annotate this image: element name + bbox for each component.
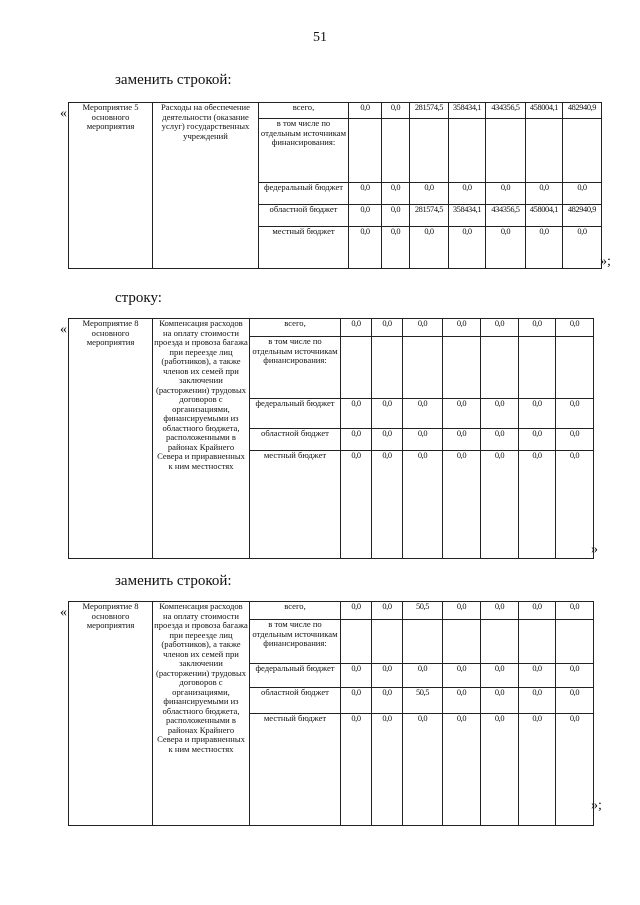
value-cell	[403, 337, 443, 399]
value-cell	[372, 620, 403, 664]
value-cell: 0,0	[556, 429, 594, 451]
value-cell: 434356,5	[486, 205, 526, 227]
value-cell	[341, 620, 372, 664]
value-cell	[341, 337, 372, 399]
value-cell: 0,0	[519, 602, 556, 620]
source-label: местный бюджет	[250, 714, 341, 826]
closing-quote: »;	[591, 798, 602, 813]
source-label: местный бюджет	[250, 451, 341, 559]
value-cell: 0,0	[443, 602, 481, 620]
description-cell: Компенсация расходов на оплату стоимости проезда и провоза багажа при переезде лиц (работников), а также членов их семей при заключении (расторжении) трудовых договоров с организациями, финансируемыми из областного бюджета, расположенными в районах Крайнего Севера и приравненных к ним местностях	[153, 602, 250, 826]
value-cell: 0,0	[519, 429, 556, 451]
value-cell: 0,0	[443, 664, 481, 688]
value-cell	[481, 620, 519, 664]
value-cell	[372, 337, 403, 399]
value-cell: 0,0	[349, 183, 382, 205]
value-cell: 458004,1	[526, 103, 563, 119]
value-cell	[486, 119, 526, 183]
source-label: местный бюджет	[259, 227, 349, 269]
amendment-table	[68, 102, 602, 269]
value-cell: 358434,1	[449, 103, 486, 119]
value-cell	[481, 337, 519, 399]
value-cell: 0,0	[372, 319, 403, 337]
value-cell: 0,0	[382, 205, 410, 227]
value-cell: 0,0	[556, 602, 594, 620]
value-cell: 0,0	[372, 688, 403, 714]
value-cell: 0,0	[556, 399, 594, 429]
value-cell: 0,0	[403, 399, 443, 429]
value-cell: 0,0	[563, 183, 602, 205]
value-cell: 0,0	[372, 664, 403, 688]
value-cell: 0,0	[443, 451, 481, 559]
value-cell: 281574,5	[410, 205, 449, 227]
value-cell: 0,0	[372, 714, 403, 826]
source-label: областной бюджет	[250, 688, 341, 714]
value-cell: 0,0	[443, 399, 481, 429]
value-cell: 482940,9	[563, 103, 602, 119]
value-cell: 0,0	[372, 399, 403, 429]
value-cell: 0,0	[403, 714, 443, 826]
value-cell	[556, 620, 594, 664]
value-cell	[519, 620, 556, 664]
value-cell: 0,0	[403, 429, 443, 451]
value-cell	[563, 119, 602, 183]
measure-cell: Мероприятие 8 основного мероприятия	[69, 602, 153, 826]
value-cell: 0,0	[341, 319, 372, 337]
value-cell: 0,0	[443, 714, 481, 826]
value-cell: 50,5	[403, 602, 443, 620]
value-cell: 0,0	[349, 205, 382, 227]
value-cell	[403, 620, 443, 664]
value-cell: 0,0	[449, 227, 486, 269]
value-cell: 0,0	[519, 399, 556, 429]
value-cell: 0,0	[349, 103, 382, 119]
value-cell: 0,0	[519, 714, 556, 826]
value-cell: 0,0	[382, 227, 410, 269]
value-cell: 0,0	[486, 183, 526, 205]
source-label: в том числе по отдельным источникам финансирования:	[250, 337, 341, 399]
value-cell: 0,0	[519, 664, 556, 688]
value-cell: 0,0	[403, 664, 443, 688]
value-cell	[443, 620, 481, 664]
value-cell	[526, 119, 563, 183]
value-cell: 0,0	[341, 688, 372, 714]
source-label: федеральный бюджет	[259, 183, 349, 205]
value-cell: 0,0	[341, 714, 372, 826]
value-cell: 50,5	[403, 688, 443, 714]
source-label: в том числе по отдельным источникам финансирования:	[259, 119, 349, 183]
value-cell: 0,0	[403, 319, 443, 337]
description-cell: Расходы на обеспечение деятельности (оказание услуг) государственных учреждений	[153, 103, 259, 269]
value-cell: 434356,5	[486, 103, 526, 119]
block-heading: строку:	[115, 290, 162, 306]
value-cell: 0,0	[519, 451, 556, 559]
value-cell: 0,0	[563, 227, 602, 269]
value-cell: 458004,1	[526, 205, 563, 227]
value-cell	[410, 119, 449, 183]
source-label: всего,	[259, 103, 349, 119]
value-cell	[443, 337, 481, 399]
value-cell: 0,0	[372, 451, 403, 559]
value-cell: 0,0	[481, 664, 519, 688]
value-cell	[349, 119, 382, 183]
amendment-table	[68, 318, 594, 559]
value-cell: 0,0	[481, 429, 519, 451]
value-cell: 358434,1	[449, 205, 486, 227]
value-cell: 0,0	[481, 714, 519, 826]
value-cell: 0,0	[481, 319, 519, 337]
value-cell: 0,0	[486, 227, 526, 269]
value-cell: 0,0	[341, 664, 372, 688]
page-number: 51	[313, 30, 327, 45]
value-cell: 482940,9	[563, 205, 602, 227]
value-cell	[382, 119, 410, 183]
opening-quote: «	[60, 322, 67, 337]
block-heading: заменить строкой:	[115, 573, 232, 589]
value-cell: 0,0	[372, 602, 403, 620]
value-cell: 0,0	[519, 688, 556, 714]
value-cell: 0,0	[349, 227, 382, 269]
opening-quote: «	[60, 605, 67, 620]
measure-cell: Мероприятие 8 основного мероприятия	[69, 319, 153, 559]
value-cell: 0,0	[410, 183, 449, 205]
value-cell: 0,0	[403, 451, 443, 559]
source-label: федеральный бюджет	[250, 399, 341, 429]
value-cell: 0,0	[341, 399, 372, 429]
value-cell: 0,0	[526, 227, 563, 269]
amendment-table	[68, 601, 594, 826]
source-label: областной бюджет	[250, 429, 341, 451]
closing-quote: »;	[600, 254, 611, 269]
source-label: в том числе по отдельным источникам финансирования:	[250, 620, 341, 664]
value-cell: 0,0	[556, 714, 594, 826]
measure-cell: Мероприятие 5 основного мероприятия	[69, 103, 153, 269]
block-heading: заменить строкой:	[115, 72, 232, 88]
value-cell: 0,0	[382, 103, 410, 119]
value-cell: 0,0	[519, 319, 556, 337]
value-cell: 0,0	[382, 183, 410, 205]
opening-quote: «	[60, 106, 67, 121]
value-cell: 0,0	[556, 688, 594, 714]
source-label: федеральный бюджет	[250, 664, 341, 688]
value-cell: 0,0	[556, 319, 594, 337]
value-cell	[556, 337, 594, 399]
value-cell: 0,0	[341, 429, 372, 451]
value-cell: 0,0	[449, 183, 486, 205]
value-cell	[519, 337, 556, 399]
value-cell: 0,0	[410, 227, 449, 269]
value-cell: 0,0	[481, 602, 519, 620]
source-label: всего,	[250, 602, 341, 620]
value-cell: 0,0	[481, 451, 519, 559]
closing-quote: »	[591, 542, 598, 557]
value-cell	[449, 119, 486, 183]
value-cell: 0,0	[443, 688, 481, 714]
value-cell: 0,0	[443, 429, 481, 451]
value-cell: 0,0	[556, 451, 594, 559]
value-cell: 281574,5	[410, 103, 449, 119]
source-label: всего,	[250, 319, 341, 337]
value-cell: 0,0	[372, 429, 403, 451]
value-cell: 0,0	[481, 688, 519, 714]
value-cell: 0,0	[341, 602, 372, 620]
value-cell: 0,0	[526, 183, 563, 205]
value-cell: 0,0	[341, 451, 372, 559]
value-cell: 0,0	[556, 664, 594, 688]
description-cell: Компенсация расходов на оплату стоимости проезда и провоза багажа при переезде лиц (работников), а также членов их семей при заключении (расторжении) трудовых договоров с организациями, финансируемыми из областного бюджета, расположенными в районах Крайнего Севера и приравненных к ним местностях	[153, 319, 250, 559]
value-cell: 0,0	[481, 399, 519, 429]
value-cell: 0,0	[443, 319, 481, 337]
source-label: областной бюджет	[259, 205, 349, 227]
